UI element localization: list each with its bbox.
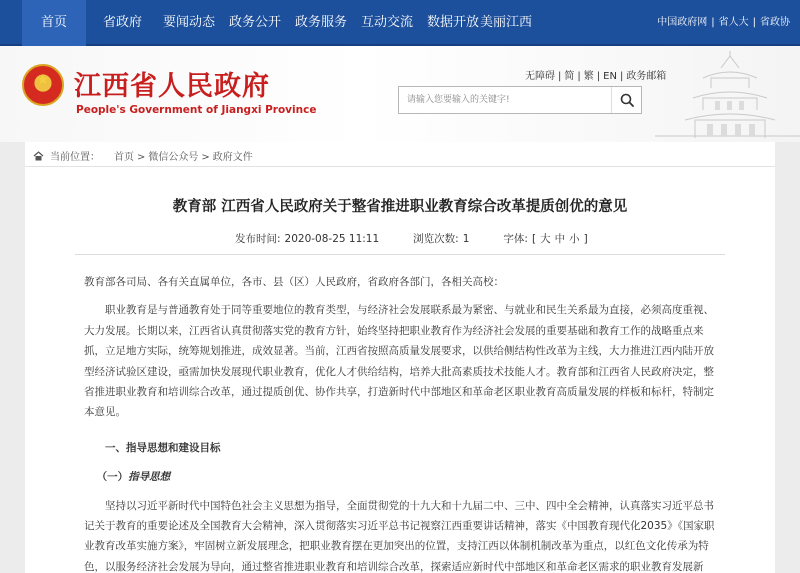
pavilion-decoration-icon (655, 50, 800, 140)
simplified-chinese-link[interactable]: 简 (564, 71, 575, 82)
search-input[interactable] (399, 87, 609, 113)
breadcrumb-wechat[interactable]: 微信公众号 (148, 152, 199, 163)
nav-item-open-data[interactable]: 数据开放 (427, 15, 480, 30)
views-count: 1 (462, 233, 470, 245)
home-icon (33, 151, 44, 161)
paragraph-1: 职业教育是与普通教育处于同等重要地位的教育类型，与经济社会发展联系最为紧密、与就业和民生关系最为直接，必须高度重视、大力发展。长期以来，江西省认真贯彻落实党的教育方针，始终坚持把职业教育作为经济社会发展的重要基础和教育工作的战略重点来抓，立足地方实际，统筹规划推进，成效显著。当前，江西省按照高质量发展要求，以供给侧结构性改革为主线，大力推进江西内陆开放型经济试验区建设，亟需加快发展现代职业教育，优化人才供给结构，培养大批高素质技术技能人才。教育部和江西省人民政府决定，整省推进职业教育和培训综合改革，通过提质创优、协作共享，打造新时代中部地区和革命老区职业教育高质量发展的样板和标杆，特制定本意见。 (84, 304, 714, 419)
search-button[interactable] (611, 87, 641, 113)
link-central-government[interactable]: 中国政府网 (657, 17, 708, 28)
site-header (0, 46, 800, 142)
link-provincial-cppcc[interactable]: 省政协 (760, 17, 790, 28)
salutation: 教育部各司局、各有关直属单位，各市、县（区）人民政府，省政府各部门，各相关高校： (84, 276, 504, 288)
paragraph-2: 坚持以习近平新时代中国特色社会主义思想为指导，全面贯彻党的十九大和十九届二中、三中、四中全会精神，认真落实习近平总书记关于教育的重要论述及全国教育大会精神，深入贯彻落实习近平总书记视察江西重要讲话精神，落实《中国教育现代化2035》《国家职业教育改革实施方案》，牢固树立新发展理念，把职业教育摆在更加突出的位置，支持江西以体制机制改革为重点，以红色文化传承为特色，以服务经济社会发展为导向，通过整省推进职业教育和培训综合改革，探索适应新时代中部地区和革命老区需求的职业教育发展新 (84, 499, 715, 573)
search-icon (620, 93, 634, 107)
traditional-chinese-link[interactable]: 繁 (583, 71, 594, 82)
article-meta: 发布时间: 2020-08-25 11:11 浏览次数: 1 字体: [ 大 中 小 ] (235, 233, 588, 245)
nav-item-interaction[interactable]: 互动交流 (361, 15, 414, 30)
nav-item-home[interactable]: 首页 (22, 0, 86, 46)
title-divider (75, 254, 725, 255)
external-links: 中国政府网 | 省人大 | 省政协 (657, 17, 790, 28)
nav-item-government-affairs[interactable]: 政务公开 (229, 15, 282, 30)
views-label: 浏览次数: (413, 233, 459, 245)
utility-links: 无障碍 | 简 | 繁 | EN | 政务邮箱 (525, 71, 667, 82)
article-body (84, 272, 716, 573)
nav-item-beautiful-jiangxi[interactable]: 美丽江西 (480, 15, 533, 30)
section-heading-2: （一）指导思想 (96, 471, 171, 484)
font-size-medium[interactable]: 中 (554, 233, 566, 245)
publish-date-label: 发布时间: (235, 233, 281, 245)
government-mail-link[interactable]: 政务邮箱 (626, 71, 667, 82)
site-subtitle: People's Government of Jiangxi Province (76, 104, 317, 116)
content-panel (25, 142, 775, 573)
english-link[interactable]: EN (603, 71, 617, 82)
breadcrumb-label: 当前位置： (50, 152, 100, 163)
nav-item-news[interactable]: 要闻动态 (163, 15, 216, 30)
breadcrumb-divider (25, 166, 775, 167)
accessibility-link[interactable]: 无障碍 (525, 71, 555, 82)
nav-item-services[interactable]: 政务服务 (295, 15, 348, 30)
article-title: 教育部 江西省人民政府关于整省推进职业教育综合改革提质创优的意见 (172, 199, 628, 215)
breadcrumb-home[interactable]: 首页 (114, 152, 134, 163)
site-title[interactable]: 江西省人民政府 (74, 71, 270, 102)
breadcrumb: 当前位置： 首页 > 微信公众号 > 政府文件 (33, 148, 253, 163)
section-heading-1: 一、指导思想和建设目标 (105, 441, 221, 454)
search-box (398, 86, 642, 114)
link-provincial-congress[interactable]: 省人大 (718, 17, 749, 28)
font-size-large[interactable]: 大 (540, 233, 551, 245)
breadcrumb-documents[interactable]: 政府文件 (212, 152, 253, 163)
publish-date: 2020-08-25 11:11 (284, 233, 380, 245)
national-emblem-icon[interactable] (22, 64, 64, 106)
font-size-small[interactable]: 小 (569, 233, 580, 245)
top-nav-bar (0, 0, 800, 46)
font-size-label: 字体: (503, 233, 528, 245)
nav-item-provincial-government[interactable]: 省政府 (103, 15, 143, 30)
